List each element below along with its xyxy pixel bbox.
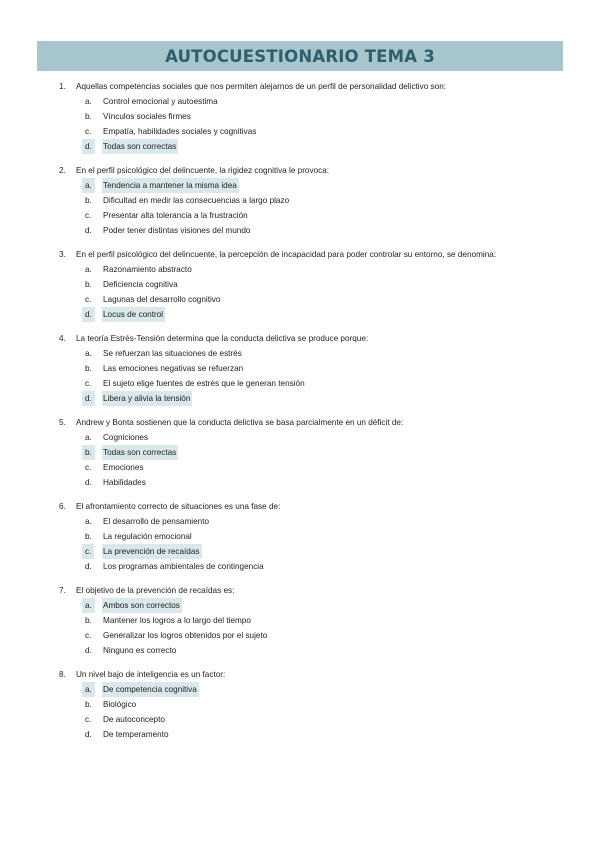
option-b [0,193,600,208]
option-letter: d. [85,478,92,487]
option-c [0,376,600,391]
option-d-correct [0,391,600,406]
option-c [0,628,600,643]
option-a-correct [0,682,600,697]
option-letter: a. [82,682,95,697]
question-text: Aquellas competencias sociales que nos permiten alejarnos de un perfil de personalidad delictivo son: [76,82,447,91]
option-letter: a. [85,265,92,274]
option-d [0,643,600,658]
option-letter: c. [85,127,92,136]
option-letter: b. [85,532,92,541]
option-letter: b. [82,445,95,460]
option-letter: d. [85,562,92,571]
option-text: La prevención de recaídas [102,544,202,559]
question-number: 1. [59,82,66,91]
option-letter: d. [82,139,95,154]
question-3 [0,247,600,322]
option-b [0,277,600,292]
title-banner [37,41,563,71]
option-text: Todas son correctas [102,139,178,154]
question-4 [0,331,600,406]
option-letter: a. [85,517,92,526]
option-c-correct [0,544,600,559]
option-text: Ninguno es correcto [103,646,177,655]
option-text: Control emocional y autoestima [103,97,218,106]
option-c [0,292,600,307]
option-list [0,262,600,322]
option-a [0,430,600,445]
option-text: Generalizar los logros obtenidos por el sujeto [103,631,268,640]
option-letter: c. [85,463,92,472]
option-text: Habilidades [103,478,146,487]
question-text: El afrontamiento correcto de situaciones es una fase de: [76,502,281,511]
option-d [0,475,600,490]
option-text: De temperamento [103,730,169,739]
option-text: El sujeto elige fuentes de estrés que le generan tensión [103,379,305,388]
option-b [0,361,600,376]
option-text: Presentar alta tolerancia a la frustración [103,211,248,220]
option-text: Poder tener distintas visiones del mundo [103,226,251,235]
option-d-correct [0,307,600,322]
question-2 [0,163,600,238]
option-letter: d. [85,730,92,739]
option-c [0,124,600,139]
option-letter: c. [85,379,92,388]
option-a [0,346,600,361]
question-6 [0,499,600,574]
option-b [0,697,600,712]
option-letter: b. [85,196,92,205]
option-letter: a. [85,97,92,106]
option-list [0,430,600,490]
option-text: Deficiencia cognitiva [103,280,178,289]
option-text: De competencia cognitiva [102,682,199,697]
option-text: De autoconcepto [103,715,165,724]
option-c [0,208,600,223]
option-text: Se refuerzan las situaciones de estrés [103,349,242,358]
option-text: Las emociones negativas se refuerzan [103,364,244,373]
question-text: Andrew y Bonta sostienen que la conducta delictiva se basa parcialmente en un déficit de: [76,418,404,427]
option-text: La regulación emocional [103,532,192,541]
option-text: Cogniciones [103,433,149,442]
option-list [0,346,600,406]
option-letter: d. [85,226,92,235]
question-1 [0,79,600,154]
question-7 [0,583,600,658]
document-title: AUTOCUESTIONARIO TEMA 3 [165,46,435,66]
option-letter: b. [85,280,92,289]
option-d [0,559,600,574]
option-a [0,94,600,109]
option-list [0,94,600,154]
option-b [0,529,600,544]
option-a [0,262,600,277]
option-text: Biológico [103,700,137,709]
question-5 [0,415,600,490]
option-letter: a. [85,349,92,358]
option-letter: b. [85,616,92,625]
option-b-correct [0,445,600,460]
option-text: Lagunas del desarrollo cognitivo [103,295,221,304]
option-a [0,514,600,529]
option-text: Ambos son correctos [102,598,182,613]
option-letter: d. [82,307,95,322]
option-text: Los programas ambientales de contingencia [103,562,264,571]
question-number: 7. [59,586,66,595]
option-d-correct [0,139,600,154]
option-text: Vínculos sociales firmes [103,112,191,121]
option-c [0,460,600,475]
option-letter: b. [85,112,92,121]
option-list [0,514,600,574]
option-text: Tendencia a mantener la misma idea [102,178,239,193]
option-letter: b. [85,364,92,373]
option-text: Todas son correctas [102,445,178,460]
option-list [0,598,600,658]
question-number: 6. [59,502,66,511]
option-letter: d. [82,391,95,406]
question-number: 3. [59,250,66,259]
option-text: Mantener los logros a lo largo del tiempo [103,616,251,625]
option-list [0,682,600,742]
option-text: Razonamiento abstracto [103,265,192,274]
option-text: Libera y alivia la tensión [102,391,192,406]
question-list [0,79,600,751]
question-text: El objetivo de la prevención de recaídas es: [76,586,235,595]
question-number: 4. [59,334,66,343]
question-text: La teoría Estrés-Tensión determina que la conducta delictiva se produce porque: [76,334,369,343]
option-text: Empatía, habilidades sociales y cognitivas [103,127,257,136]
question-text: En el perfil psicológico del delincuente, la percepción de incapacidad para poder controlar su entorno, se denomina: [76,250,497,259]
option-letter: a. [82,178,95,193]
option-d [0,223,600,238]
option-letter: c. [82,544,94,559]
option-letter: a. [82,598,95,613]
question-number: 5. [59,418,66,427]
option-d [0,727,600,742]
option-text: El desarrollo de pensamiento [103,517,210,526]
option-text: Emociones [103,463,144,472]
question-number: 2. [59,166,66,175]
option-a-correct [0,178,600,193]
question-8 [0,667,600,742]
option-letter: b. [85,700,92,709]
option-letter: a. [85,433,92,442]
option-a-correct [0,598,600,613]
option-letter: c. [85,211,92,220]
option-c [0,712,600,727]
option-text: Dificultad en medir las consecuencias a largo plazo [103,196,290,205]
option-letter: d. [85,646,92,655]
option-letter: c. [85,631,92,640]
option-text: Locus de control [102,307,165,322]
question-text: En el perfil psicológico del delincuente, la rigidez cognitiva le provoca: [76,166,330,175]
option-b [0,109,600,124]
option-letter: c. [85,295,92,304]
option-list [0,178,600,238]
option-b [0,613,600,628]
question-number: 8. [59,670,66,679]
option-letter: c. [85,715,92,724]
question-text: Un nivel bajo de inteligencia es un factor: [76,670,226,679]
